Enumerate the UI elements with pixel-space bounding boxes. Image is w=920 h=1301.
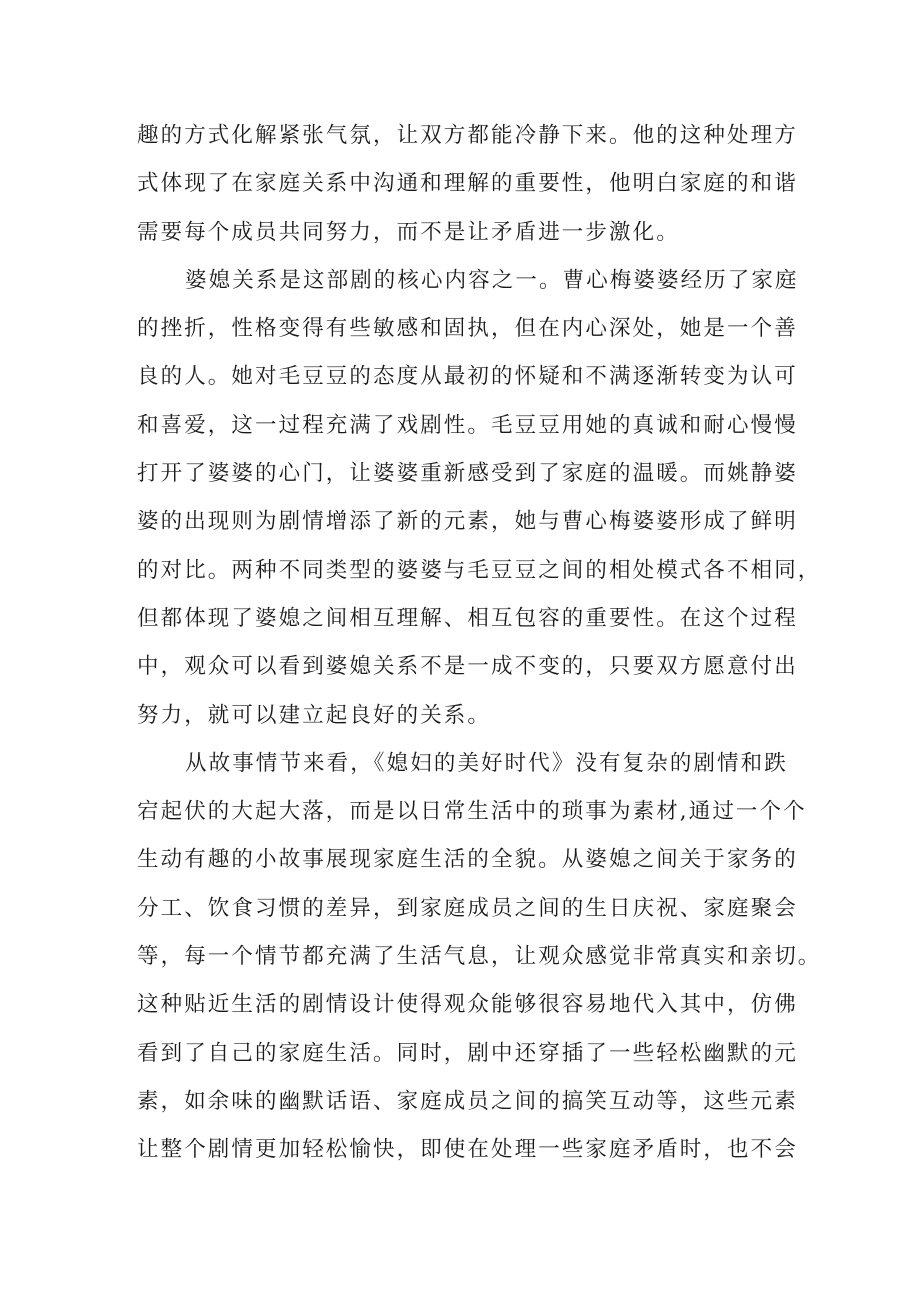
paragraph-first-line: 从故事情节来看，《媳妇的美好时代》没有复杂的剧情和跌: [185, 750, 788, 776]
text-line: 打开了婆婆的心门，让婆婆重新感受到了家庭的温暖。而姚静婆: [137, 461, 798, 487]
text-line: 婆的出现则为剧情增添了新的元素，她与曹心梅婆婆形成了鲜明: [137, 509, 798, 535]
text-line: 分工、饮食习惯的差异，到家庭成员之间的生日庆祝、家庭聚会: [137, 895, 798, 921]
text-line: 良的人。她对毛豆豆的态度从最初的怀疑和不满逐渐转变为认可: [137, 364, 798, 390]
text-line: 趣的方式化解紧张气氛，让双方都能冷静下来。他的这种处理方: [137, 123, 798, 148]
text-line: 这种贴近生活的剧情设计使得观众能够很容易地代入其中，仿佛: [137, 992, 798, 1018]
text-line: 生动有趣的小故事展现家庭生活的全貌。从婆媳之间关于家务的: [137, 847, 798, 873]
text-line: 看到了自己的家庭生活。同时，剧中还穿插了一些轻松幽默的元: [137, 1040, 798, 1066]
text-line: 需要每个成员共同努力，而不是让矛盾进一步激化。: [137, 219, 680, 245]
body-text: [137, 112, 822, 1175]
text-line: 让整个剧情更加轻松愉快，即使在处理一些家庭矛盾时，也不会: [137, 1137, 798, 1163]
text-line: 宕起伏的大起大落，而是以日常生活中的琐事为素材,通过一个个: [137, 799, 807, 825]
text-line: 中，观众可以看到婆媳关系不是一成不变的，只要双方愿意付出: [137, 654, 798, 680]
text-line: 式体现了在家庭关系中沟通和理解的重要性，他明白家庭的和谐: [137, 171, 798, 197]
text-line: 素，如余味的幽默话语、家庭成员之间的搞笑互动等，这些元素: [137, 1088, 798, 1114]
text-line: 等，每一个情节都充满了生活气息，让观众感觉非常真实和亲切。: [137, 944, 822, 970]
text-line: 但都体现了婆媳之间相互理解、相互包容的重要性。在这个过程: [137, 605, 798, 631]
text-line: 努力，就可以建立起良好的关系。: [137, 702, 492, 728]
paragraph-first-line: 婆媳关系是这部剧的核心内容之一。曹心梅婆婆经历了家庭: [185, 267, 799, 293]
text-line: 的对比。两种不同类型的婆婆与毛豆豆之间的相处模式各不相同，: [137, 557, 822, 583]
text-line: 和喜爱，这一过程充满了戏剧性。毛豆豆用她的真诚和耐心慢慢: [137, 412, 798, 438]
text-line: 的挫折，性格变得有些敏感和固执，但在内心深处，她是一个善: [137, 316, 798, 342]
